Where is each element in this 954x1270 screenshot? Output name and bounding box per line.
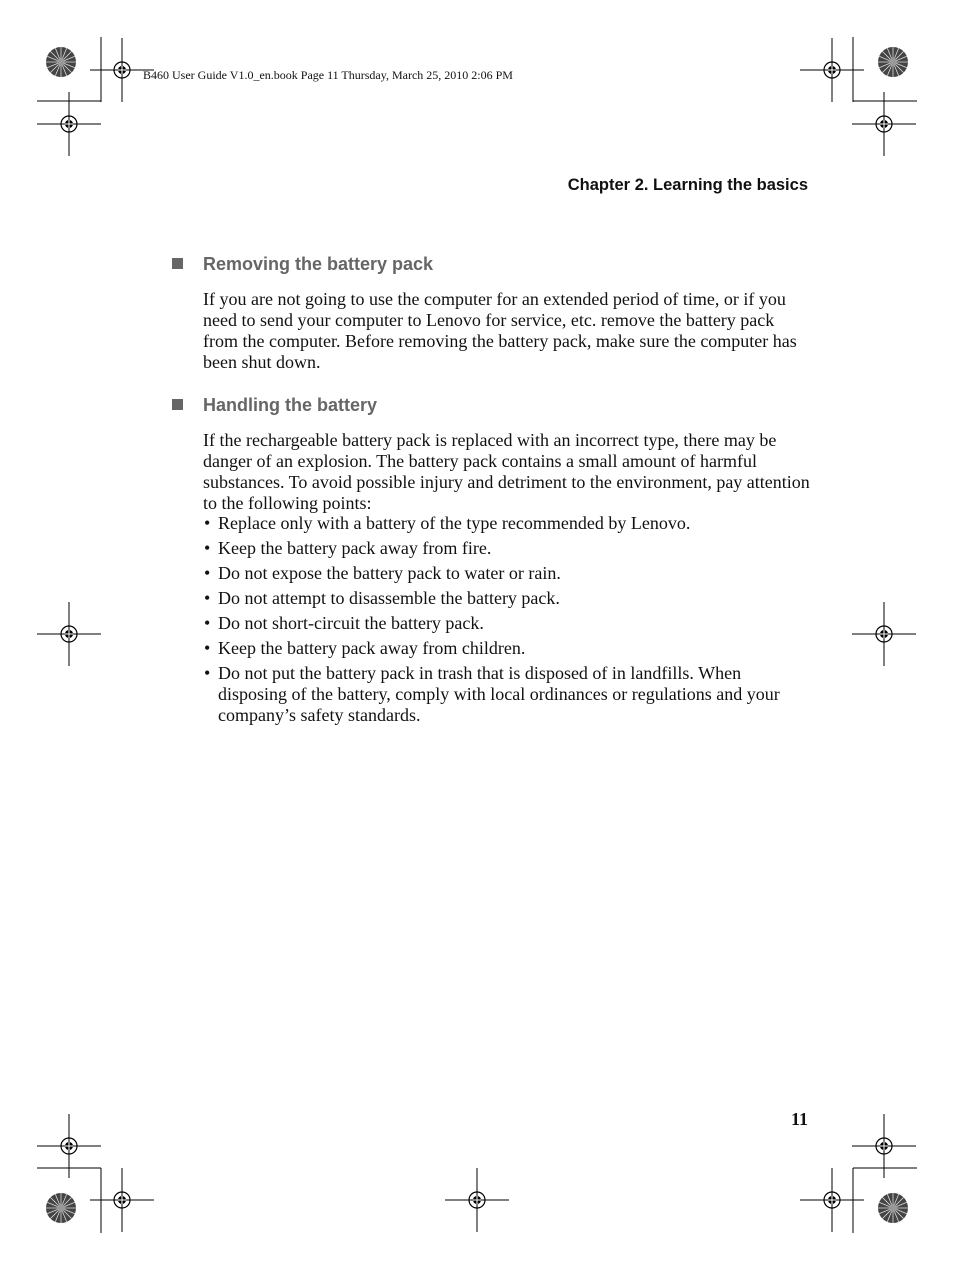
- list-item: • Do not put the battery pack in trash that is disposed of in landfills. When disposing of the battery, comply with local ordinances or regulations and your company’s safety standards.: [203, 663, 813, 726]
- battery-safety-list: [203, 513, 813, 730]
- list-item: • Do not attempt to disassemble the battery pack.: [203, 588, 813, 609]
- chapter-title: Chapter 2. Learning the basics: [567, 176, 808, 194]
- section-heading-label: Removing the battery pack: [203, 254, 434, 274]
- paragraph-removing: If you are not going to use the computer for an extended period of time, or if you need to send your computer to Lenovo for service, etc. remove the battery pack from the computer. Before removing the battery pack, make sure the computer has been shut down.: [203, 289, 797, 372]
- list-item: • Keep the battery pack away from children.: [203, 638, 813, 659]
- book-header-line: B460 User Guide V1.0_en.book Page 11 Thursday, March 25, 2010 2:06 PM: [143, 68, 513, 82]
- square-bullet-icon: [172, 258, 183, 269]
- page-number: 11: [790, 1109, 808, 1129]
- section-heading-label: Handling the battery: [203, 395, 378, 415]
- list-item: • Keep the battery pack away from fire.: [203, 538, 813, 559]
- section-heading-handling: [172, 395, 377, 416]
- section-heading-removing: [172, 254, 433, 275]
- list-item: • Replace only with a battery of the type recommended by Lenovo.: [203, 513, 813, 534]
- list-item: • Do not short-circuit the battery pack.: [203, 613, 813, 634]
- square-bullet-icon: [172, 399, 183, 410]
- list-item: • Do not expose the battery pack to water or rain.: [203, 563, 813, 584]
- paragraph-handling: If the rechargeable battery pack is replaced with an incorrect type, there may be danger of an explosion. The battery pack contains a small amount of harmful substances. To avoid possible injury and detriment to the environment, pay attention to the following points:: [203, 430, 810, 513]
